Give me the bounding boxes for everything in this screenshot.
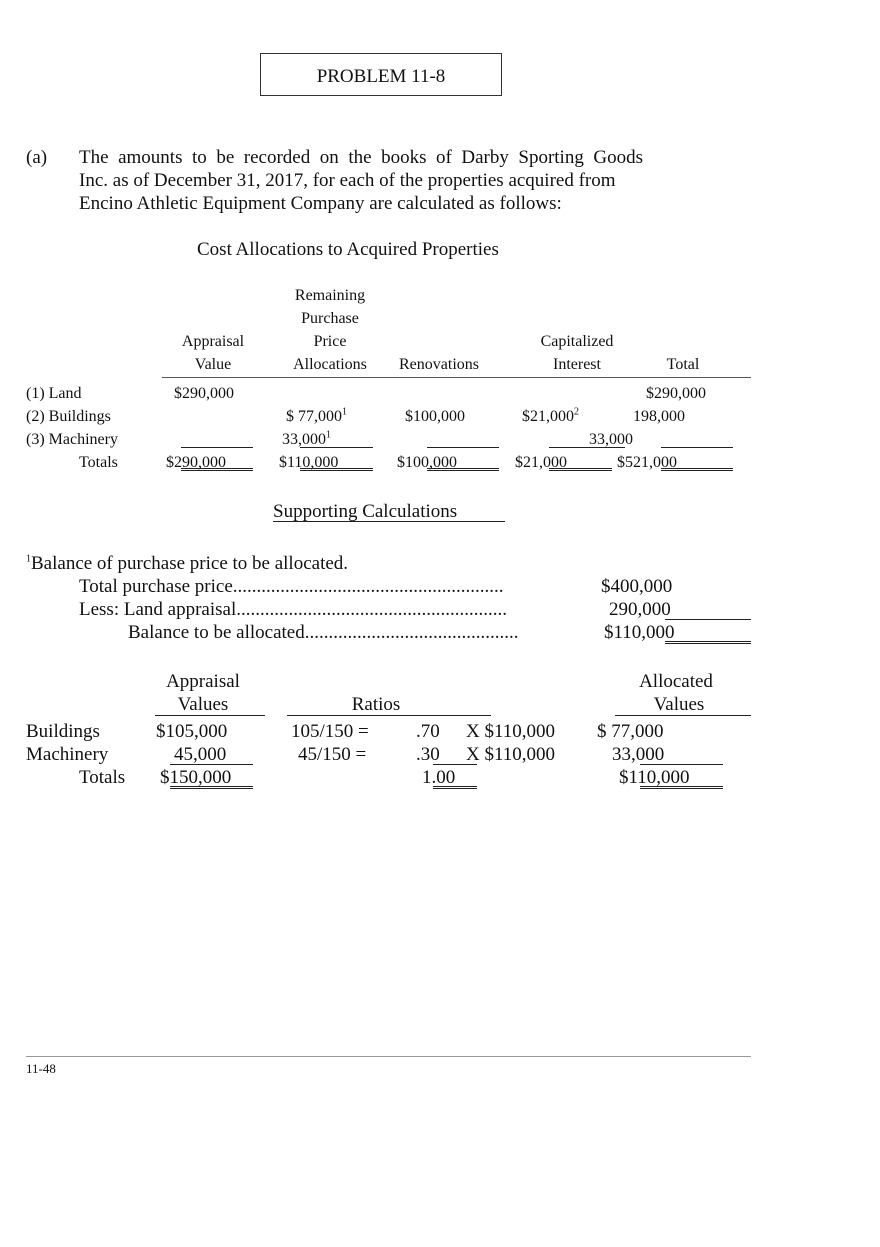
- header-remaining-1: Remaining: [294, 287, 366, 304]
- ratio-row-buildings-allocated: $ 77,000: [597, 721, 664, 742]
- totals-remaining: $110,000: [279, 454, 339, 471]
- header-rule: [162, 377, 751, 378]
- row-land-label: (1) Land: [26, 385, 82, 402]
- ratio-row-buildings-label: Buildings: [26, 721, 100, 742]
- intro-line-1: The amounts to be recorded on the books of Darby Sporting Goods: [79, 147, 643, 168]
- ratio-double-rule-allocated: [640, 786, 723, 789]
- totals-total: $521,000: [617, 454, 677, 471]
- calc-line-2-label: Less: Land appraisal.........................................................: [79, 599, 507, 620]
- header-capitalized-2: Interest: [553, 356, 601, 373]
- calc-line-3-value: $110,000: [604, 622, 675, 643]
- row-buildings-total: 198,000: [633, 408, 685, 425]
- footer-rule: [26, 1056, 751, 1057]
- footnote-ref-1b: 1: [326, 429, 331, 441]
- ratio-rule-ratio: [433, 764, 477, 765]
- supporting-title-rule: [273, 521, 505, 522]
- row-machinery-total: 33,000: [589, 431, 633, 448]
- footnote-ref-2: 2: [574, 406, 579, 418]
- ratio-header-appraisal-2: Values: [177, 694, 229, 715]
- ratio-rule-appraisal: [170, 764, 253, 765]
- rule-total: [661, 447, 733, 448]
- row-land-total: $290,000: [646, 385, 706, 402]
- ratio-double-rule-appraisal: [170, 786, 253, 789]
- ratio-header-appraisal-rule: [155, 715, 265, 716]
- calc-double-rule: [665, 641, 751, 644]
- ratio-header-allocated-1: Allocated: [639, 671, 713, 692]
- rule-appraisal: [181, 447, 253, 448]
- rule-interest: [549, 447, 625, 448]
- header-appraisal-1: Appraisal: [181, 333, 245, 350]
- ratio-row-machinery-times: X $110,000: [466, 744, 556, 765]
- ratio-rule-allocated: [640, 764, 723, 765]
- row-land-appraisal: $290,000: [174, 385, 234, 402]
- row-buildings-remaining: $ 77,000$^1$: [286, 406, 347, 425]
- header-remaining-2: Purchase: [301, 310, 359, 327]
- header-total: Total: [666, 356, 700, 373]
- calc-line-2-value: 290,000: [609, 599, 671, 620]
- double-rule-renovations: [427, 468, 499, 471]
- allocation-table-title: Cost Allocations to Acquired Properties: [197, 239, 499, 260]
- row-buildings-renovations: $100,000: [405, 408, 465, 425]
- ratio-header-ratios: Ratios: [351, 694, 401, 715]
- ratio-double-rule-ratio: [433, 786, 477, 789]
- header-appraisal-2: Value: [194, 356, 232, 373]
- ratio-totals-label: Totals: [79, 767, 126, 788]
- row-buildings-label: (2) Buildings: [26, 408, 111, 425]
- supporting-title: Supporting Calculations: [273, 501, 458, 522]
- row-buildings-interest: $21,000$^2$: [522, 406, 579, 425]
- double-rule-total: [661, 468, 733, 471]
- footnote-ref-1: 1: [342, 406, 347, 418]
- ratio-row-buildings-appraisal: $105,000: [156, 721, 228, 742]
- rule-renovations: [427, 447, 499, 448]
- ratio-row-machinery-ratio: .30: [416, 744, 440, 765]
- ratio-row-buildings-ratio: .70: [416, 721, 440, 742]
- double-rule-interest: [549, 468, 612, 471]
- intro-line-2: Inc. as of December 31, 2017, for each of the properties acquired from: [79, 170, 616, 191]
- totals-label: Totals: [79, 454, 118, 471]
- footnote-marker: 1: [26, 553, 31, 565]
- ratio-row-machinery-allocated: 33,000: [612, 744, 665, 765]
- calc-rule: [665, 619, 751, 620]
- totals-renovations: $100,000: [397, 454, 457, 471]
- ratio-totals-allocated: $110,000: [619, 767, 690, 788]
- ratio-header-allocated-rule: [615, 715, 751, 716]
- header-capitalized-1: Capitalized: [540, 333, 614, 350]
- ratio-row-buildings-fraction: 105/150 =: [291, 721, 369, 742]
- calc-line-1-value: $400,000: [601, 576, 673, 597]
- row-machinery-remaining: 33,000$^1$: [282, 429, 331, 448]
- page-number: 11-48: [26, 1061, 56, 1076]
- section-marker: (a): [26, 147, 48, 168]
- ratio-header-appraisal-1: Appraisal: [166, 671, 240, 692]
- totals-interest: $21,000: [515, 454, 567, 471]
- intro-line-3: Encino Athletic Equipment Company are calculated as follows:: [79, 193, 562, 214]
- calc-line-3-label: Balance to be allocated.............................................: [128, 622, 519, 643]
- double-rule-remaining: [300, 468, 373, 471]
- header-renovations: Renovations: [399, 356, 479, 373]
- totals-appraisal: $290,000: [166, 454, 226, 471]
- ratio-header-allocated-2: Values: [653, 694, 705, 715]
- ratio-header-ratios-rule: [287, 715, 491, 716]
- ratio-row-machinery-label: Machinery: [26, 744, 109, 765]
- ratio-totals-ratio: 1.00: [422, 767, 456, 788]
- ratio-row-machinery-appraisal: 45,000: [174, 744, 227, 765]
- ratio-totals-appraisal: $150,000: [160, 767, 232, 788]
- calc-line-1-label: Total purchase price.........................................................: [79, 576, 504, 597]
- page-title: PROBLEM 11-8: [316, 66, 446, 87]
- ratio-row-buildings-times: X $110,000: [466, 721, 556, 742]
- double-rule-appraisal: [181, 468, 253, 471]
- header-remaining-4: Allocations: [293, 356, 367, 373]
- rule-remaining: [300, 447, 373, 448]
- ratio-row-machinery-fraction: 45/150 =: [298, 744, 367, 765]
- header-remaining-3: Price: [313, 333, 347, 350]
- row-machinery-label: (3) Machinery: [26, 431, 118, 448]
- footnote-1: $^1$Balance of purchase price to be allocated.: [26, 553, 349, 574]
